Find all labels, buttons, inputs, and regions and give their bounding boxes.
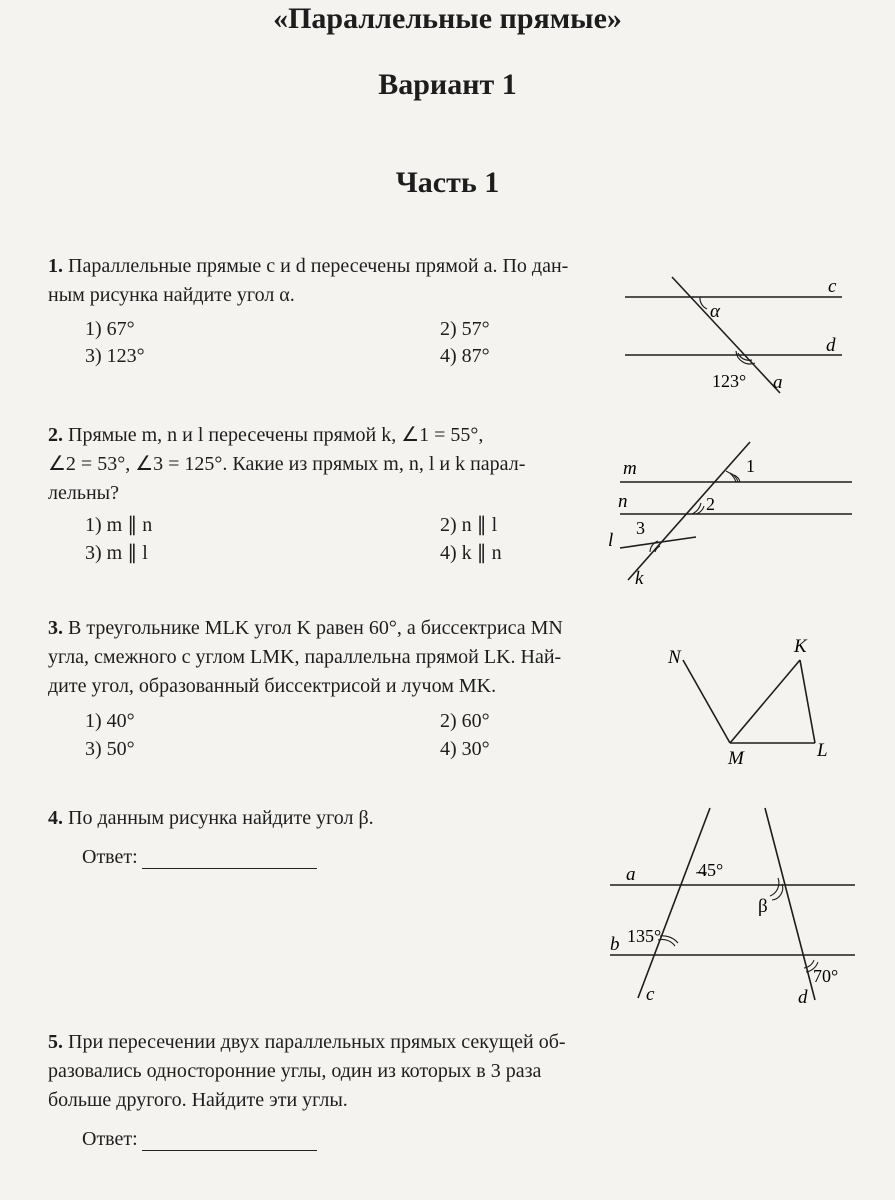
figure-label: c	[828, 276, 837, 297]
figure-label: l	[608, 530, 614, 551]
option-3[interactable]: 3) m ∥ l	[85, 542, 148, 564]
answer-field[interactable]	[142, 1132, 317, 1151]
figure-label: L	[817, 740, 828, 761]
answer-label: Ответ:	[82, 846, 138, 868]
question-number: 4.	[48, 807, 63, 829]
figure-label: m	[623, 458, 637, 479]
question-text-line: угла, смежного с углом LMK, параллельна прямой LK. Най-	[48, 646, 562, 668]
question-text-line: дите угол, образованный биссектрисой и лучом MK.	[48, 675, 497, 697]
figure-label: N	[668, 647, 681, 668]
option-2[interactable]: 2) n ∥ l	[440, 514, 498, 536]
question-2	[48, 421, 588, 508]
figure-4	[600, 800, 860, 1010]
option-3[interactable]: 3) 50°	[85, 738, 135, 760]
figure-label: d	[826, 335, 836, 356]
question-number: 5.	[48, 1031, 63, 1053]
figure-label: 3	[636, 518, 645, 538]
figure-label: b	[610, 934, 620, 955]
answer-label: Ответ:	[82, 1128, 138, 1150]
part-heading: Часть 1	[395, 166, 500, 199]
question-number: 3.	[48, 617, 63, 639]
question-5	[48, 1028, 608, 1115]
figure-1	[610, 275, 850, 400]
figure-label: M	[728, 748, 744, 769]
answer-field[interactable]	[142, 850, 317, 869]
question-text-line: Параллельные прямые c и d пересечены прямой a. По дан-	[68, 255, 569, 277]
question-text-line: По данным рисунка найдите угол β.	[68, 807, 374, 829]
figure-label: α	[710, 301, 720, 322]
option-2[interactable]: 2) 60°	[440, 710, 490, 732]
question-1	[48, 252, 608, 310]
question-text-line: лельны?	[48, 482, 119, 504]
option-1[interactable]: 1) 40°	[85, 710, 135, 732]
question-text-line: разовались односторонние углы, один из которых в 3 раза	[48, 1060, 542, 1082]
question-text-line: В треугольнике MLK угол K равен 60°, а биссектриса MN	[68, 617, 563, 639]
figure-label: 135°	[627, 926, 662, 946]
question-4	[48, 804, 588, 833]
option-4[interactable]: 4) 87°	[440, 345, 490, 367]
figure-label: k	[635, 568, 644, 589]
figure-label: c	[646, 984, 655, 1005]
figure-label: 45°	[698, 860, 724, 880]
figure-label: K	[794, 636, 807, 657]
answer-row	[82, 846, 317, 869]
figure-label: 2	[706, 494, 715, 514]
figure-label: a	[626, 864, 636, 885]
question-text-line: Прямые m, n и l пересечены прямой k, ∠1 = 55°,	[68, 424, 484, 446]
question-number: 2.	[48, 424, 63, 446]
worksheet-title: «Параллельные прямые»	[273, 2, 622, 35]
variant-heading: Вариант 1	[378, 68, 517, 101]
option-3[interactable]: 3) 123°	[85, 345, 145, 367]
figure-label: 1	[746, 456, 755, 476]
question-text-line: ∠2 = 53°, ∠3 = 125°. Какие из прямых m, n, l и k парал-	[48, 453, 526, 475]
figure-label: β	[758, 896, 768, 917]
question-number: 1.	[48, 255, 63, 277]
option-4[interactable]: 4) 30°	[440, 738, 490, 760]
figure-label: n	[618, 491, 628, 512]
question-3	[48, 614, 608, 701]
figure-2	[600, 440, 860, 590]
figure-label: 70°	[813, 966, 839, 986]
figure-3	[650, 630, 850, 770]
figure-label: 123°	[712, 371, 747, 391]
option-1[interactable]: 1) 67°	[85, 318, 135, 340]
figure-label: d	[798, 987, 808, 1008]
figure-label: a	[773, 372, 783, 393]
question-text-line: больше другого. Найдите эти углы.	[48, 1089, 348, 1111]
option-1[interactable]: 1) m ∥ n	[85, 514, 153, 536]
question-text-line: ным рисунка найдите угол α.	[48, 284, 295, 306]
answer-row	[82, 1128, 317, 1151]
option-2[interactable]: 2) 57°	[440, 318, 490, 340]
option-4[interactable]: 4) k ∥ n	[440, 542, 502, 564]
question-text-line: При пересечении двух параллельных прямых секущей об-	[68, 1031, 566, 1053]
